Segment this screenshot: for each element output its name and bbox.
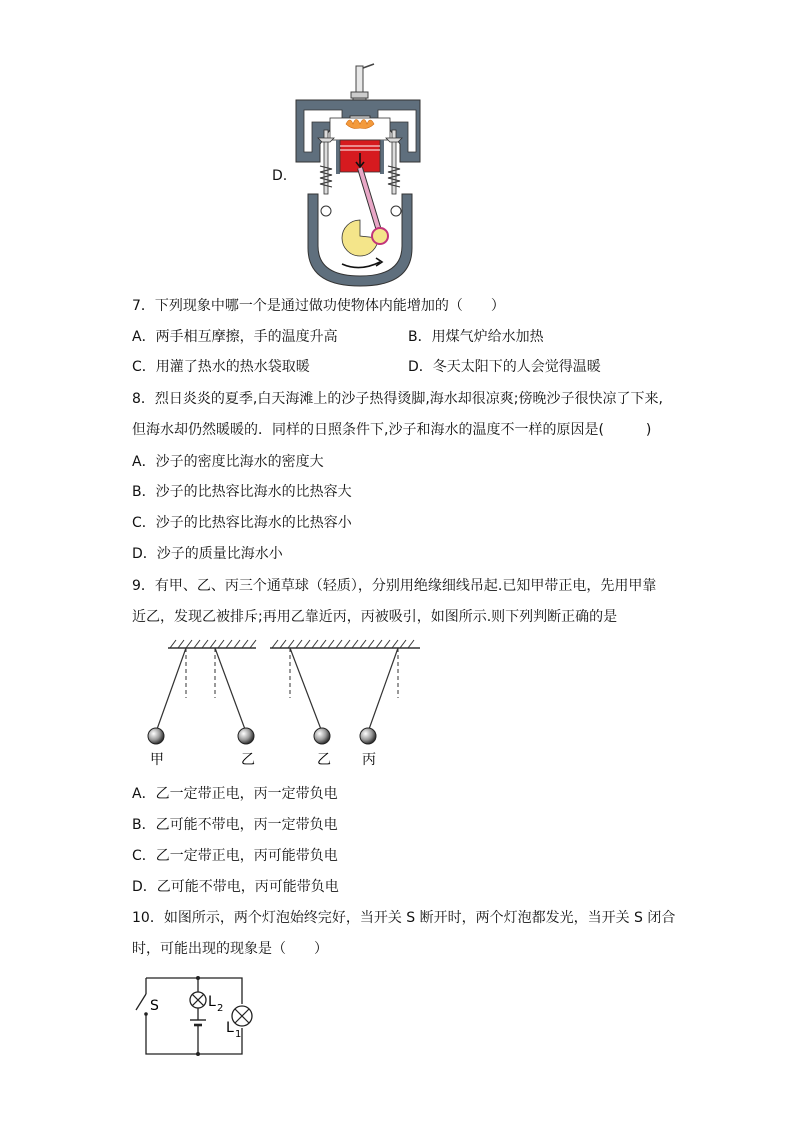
lamp-l2-icon — [190, 992, 206, 1008]
ball-jia — [148, 728, 164, 744]
q9-option-a: A．乙一定带正电，丙一定带负电 — [132, 786, 338, 802]
q8-stem-line1: 8．烈日炎炎的夏季,白天海滩上的沙子热得烫脚,海水却很凉爽;傍晚沙子很快凉了下来, — [132, 391, 663, 407]
q7-option-c: C．用灌了热水的热水袋取暖 — [132, 359, 310, 375]
label-jia: 甲 — [150, 752, 164, 768]
q8-option-a: A．沙子的密度比海水的密度大 — [132, 454, 324, 470]
q10-stem-line2: 时，可能出现的现象是（ ） — [132, 941, 328, 957]
q9-stem-line1: 9．有甲、乙、丙三个通草球（轻质），分别用绝缘细线吊起.已知甲带正电，先用甲靠 — [132, 578, 657, 594]
q9-stem-line2: 近乙，发现乙被排斥;再用乙靠近丙，丙被吸引，如图所示.则下列判断正确的是 — [132, 609, 618, 625]
label-bing: 丙 — [362, 752, 376, 768]
lamp-l1-icon — [232, 1006, 252, 1026]
ball-bing — [360, 728, 376, 744]
ceiling-right — [270, 640, 420, 648]
q7-option-d: D．冬天太阳下的人会觉得温暖 — [408, 359, 601, 375]
ceiling-left — [168, 640, 256, 648]
label-yi-2: 乙 — [317, 752, 331, 768]
crankshaft-icon — [342, 168, 388, 268]
switch-label: S — [150, 998, 159, 1014]
pith-balls-diagram — [140, 636, 430, 772]
q7-stem: 7．下列现象中哪一个是通过做功使物体内能增加的（ ） — [132, 298, 505, 314]
lamp-l2-label: L — [208, 994, 216, 1010]
ball-yi-left — [238, 728, 254, 744]
q8-stem-line2: 但海水却仍然暖暖的．同样的日照条件下,沙子和海水的温度不一样的原因是( ) — [132, 422, 652, 438]
q8-option-b: B．沙子的比热容比海水的比热容大 — [132, 484, 352, 500]
lamp-l1-label: L — [226, 1020, 234, 1036]
q8-option-d: D．沙子的质量比海水小 — [132, 546, 283, 562]
circuit-diagram — [124, 970, 264, 1062]
q9-option-b: B．乙可能不带电，丙一定带负电 — [132, 817, 338, 833]
ball-yi-right — [314, 728, 330, 744]
label-yi-1: 乙 — [241, 752, 255, 768]
q9-option-c: C．乙一定带正电，丙可能带负电 — [132, 848, 338, 864]
q7-option-a: A．两手相互摩擦，手的温度升高 — [132, 329, 338, 345]
switch-icon — [136, 994, 148, 1016]
q10-stem-line1: 10．如图所示，两个灯泡始终完好，当开关 S 断开时，两个灯泡都发光，当开关 S 闭合 — [132, 910, 676, 926]
lamp-l1-subscript: 1 — [235, 1029, 242, 1040]
q7-option-b: B．用煤气炉给水加热 — [408, 329, 544, 345]
option-d-label: D. — [272, 168, 288, 184]
q8-option-c: C．沙子的比热容比海水的比热容小 — [132, 515, 352, 531]
engine-diagram — [290, 58, 430, 290]
lamp-l2-subscript: 2 — [217, 1003, 224, 1014]
battery-icon — [190, 1020, 206, 1025]
piston-icon — [340, 140, 380, 172]
q9-option-d: D．乙可能不带电，丙可能带负电 — [132, 879, 339, 895]
